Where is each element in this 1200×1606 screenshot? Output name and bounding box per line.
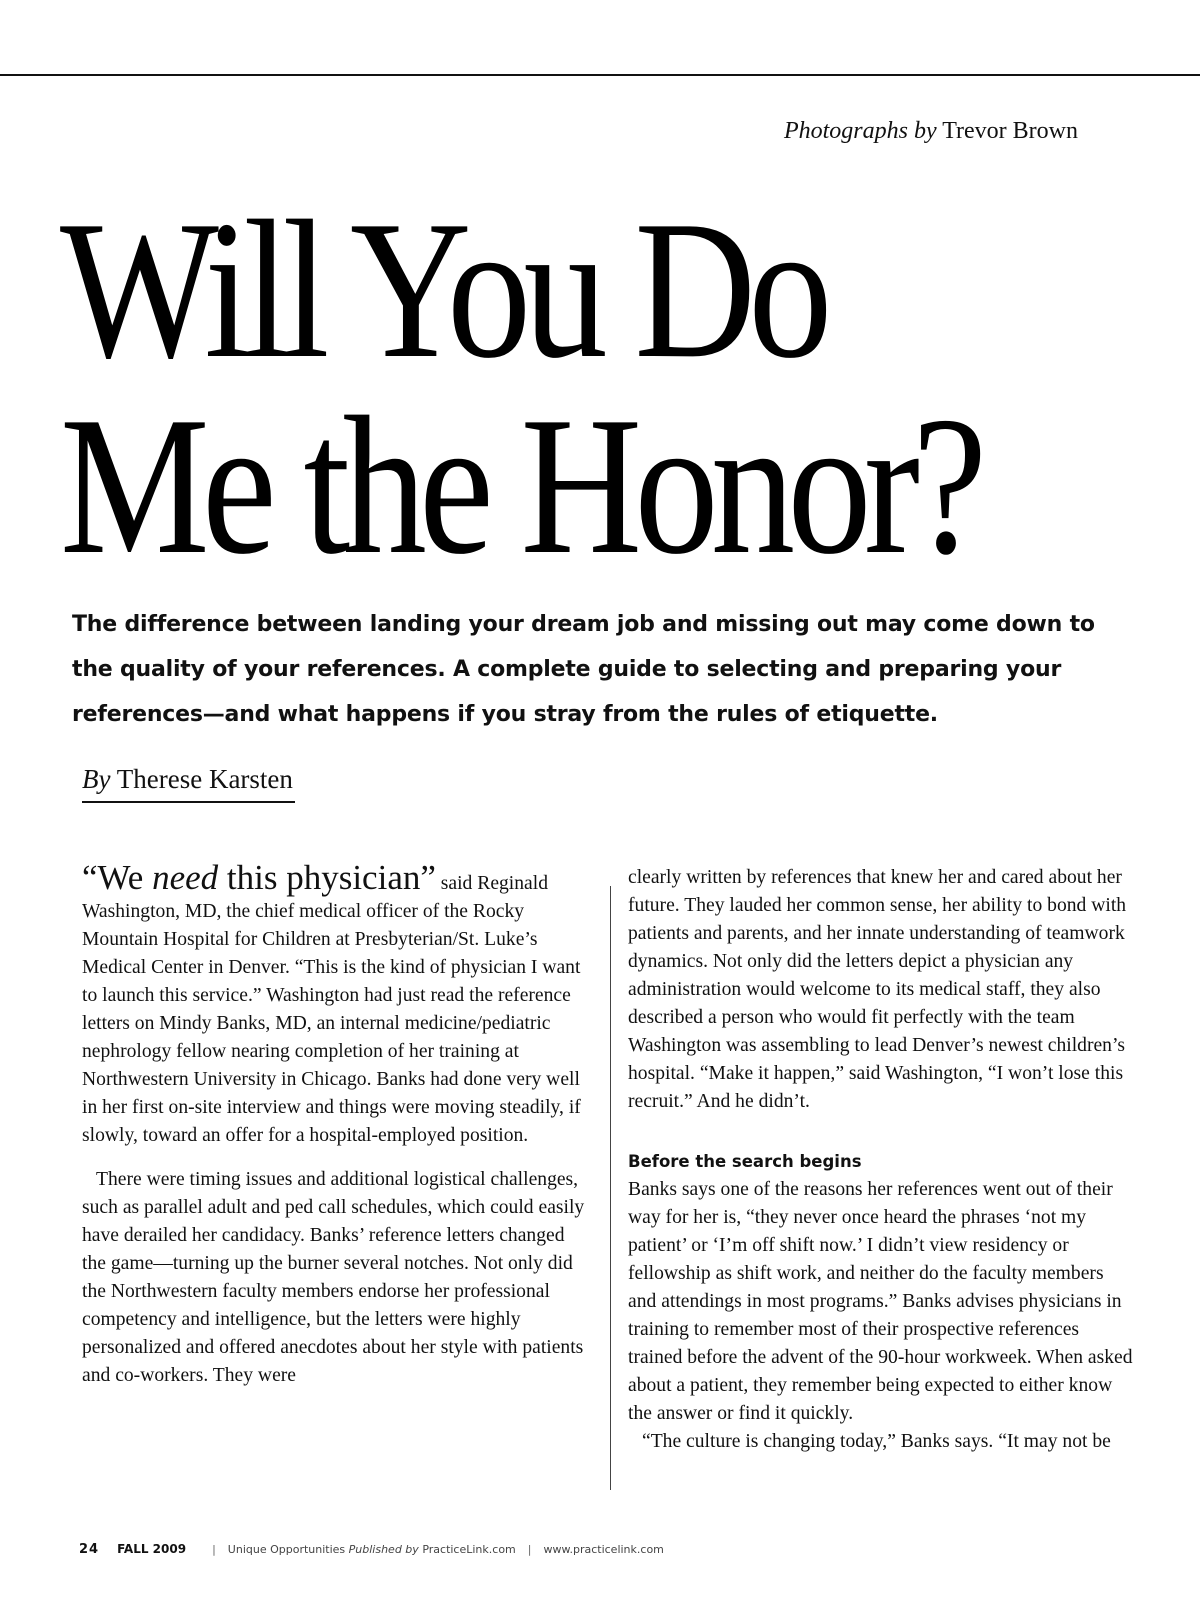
author-name: Therese Karsten — [116, 764, 293, 794]
page-footer — [79, 1542, 664, 1557]
article-headline — [60, 180, 1195, 595]
byline — [82, 764, 295, 803]
body-paragraph: “The culture is changing today,” Banks says. “It may not be — [642, 1431, 1111, 1452]
publisher-name: PracticeLink.com — [422, 1543, 516, 1556]
byline-prefix: By — [82, 764, 111, 794]
section-subhead: Before the search begins — [628, 1152, 862, 1171]
opening-quote-start: “We — [82, 858, 153, 897]
opening-quote — [82, 858, 436, 897]
photo-credit — [784, 118, 1078, 145]
body-column-right — [628, 864, 1136, 1456]
photographer-name: Trevor Brown — [942, 118, 1078, 144]
magazine-name: Unique Opportunities — [227, 1543, 346, 1556]
body-paragraph — [82, 858, 592, 1150]
body-paragraph: There were timing issues and additional logistical challenges, such as parallel adult and ped call schedules, which could easily have derailed her candidacy. Banks’ reference letters changed the game—turning up the burner several notches. Not only did the Northwestern faculty members endorse her professional competency and intelligence, but the letters were highly personalized and offered anecdotes about her style with patients and co-workers. They were — [82, 1169, 585, 1386]
opening-quote-end: this physician” — [218, 858, 436, 897]
top-rule — [0, 74, 1200, 76]
body-paragraph: Banks says one of the reasons her references went out of their way for her is, “they never once heard the phrases ‘not my patient’ or ‘I’m off shift now.’ I didn’t view residency or fellowship as shift work, and neither do the faculty members and attendings in most programs.” Banks advises physicians in training to remember most of their prospective references trained before the advent of the 90-hour workweek. When asked about a patient, they remember being expected to either know the answer or find it quickly. — [628, 1179, 1133, 1424]
page-number: 24 — [79, 1542, 100, 1557]
body-paragraph: clearly written by references that knew her and cared about her future. They lauded her common sense, her ability to bond with patients and parents, and her innate understanding of teamwork dynamics. Not only did the letters depict a physician any administration would welcome to its medical staff, they also described a person who would fit perfectly with the team Washington was assembling to lead Denver’s newest children’s hospital. “Make it happen,” said Washington, “I won’t lose this recruit.” And he didn’t. — [628, 867, 1127, 1112]
opening-quote-emphasis: need — [152, 858, 219, 897]
website-url[interactable]: www.practicelink.com — [543, 1543, 664, 1556]
published-by-label: Published by — [348, 1543, 419, 1556]
footer-separator: | — [527, 1543, 532, 1556]
article-deck: The difference between landing your dream job and missing out may come down to the quality of your references. A complete guide to selecting and preparing your references—and what happens if you stray from the rules of etiquette. — [72, 612, 1095, 727]
headline-line-1: Will You Do — [60, 180, 825, 399]
photo-credit-prefix: Photographs by — [783, 118, 937, 144]
column-divider — [610, 886, 611, 1490]
footer-separator: | — [212, 1543, 216, 1556]
body-column-left — [82, 858, 592, 1390]
headline-line-2: Me the Honor? — [60, 376, 980, 595]
paragraph-text: said Reginald Washington, MD, the chief medical officer of the Rocky Mountain Hospital for Children at Presbyterian/St. Luke’s Medical Center in Denver. “This is the kind of physician I want to launch this service.” Washington had just read the reference letters on Mindy Banks, MD, an internal medicine/pediatric nephrology fellow nearing completion of her training at Northwestern University in Chicago. Banks had done very well in her first on-site interview and things were moving steadily, if slowly, toward an offer for a hospital-employed position. — [82, 873, 581, 1146]
issue-season: FALL 2009 — [117, 1542, 187, 1556]
